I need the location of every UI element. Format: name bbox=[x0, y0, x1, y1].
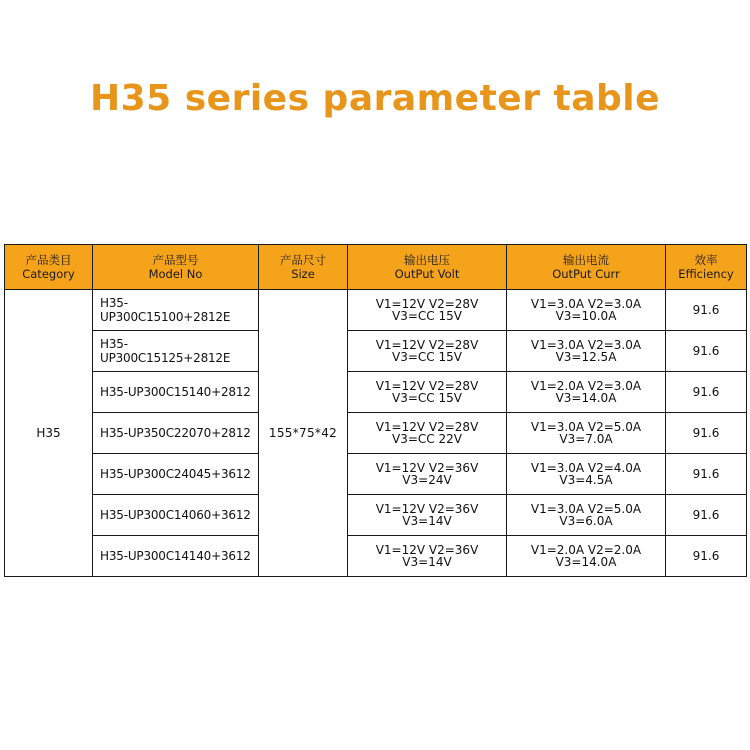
header-volt-cn: 输出电压 bbox=[404, 253, 450, 267]
model-cell: H35-UP300C15125+2812E bbox=[93, 331, 259, 372]
efficiency-cell: 91.6 bbox=[666, 331, 747, 372]
table-row bbox=[5, 372, 747, 413]
curr-cell bbox=[507, 331, 666, 372]
parameter-table bbox=[4, 244, 747, 577]
volt-line-1: V1=12V V2=36V bbox=[375, 502, 479, 516]
efficiency-cell: 91.6 bbox=[666, 495, 747, 536]
volt-cell bbox=[348, 413, 507, 454]
curr-line-2: V3=14.0A bbox=[555, 555, 617, 569]
volt-cell bbox=[348, 495, 507, 536]
table-row bbox=[5, 413, 747, 454]
header-model bbox=[93, 245, 259, 290]
header-volt-en: OutPut Volt bbox=[394, 267, 460, 281]
volt-cell bbox=[348, 454, 507, 495]
curr-line-2: V3=14.0A bbox=[555, 391, 617, 405]
table-body bbox=[5, 290, 747, 577]
header-model-en: Model No bbox=[148, 267, 203, 281]
volt-line-2: V3=CC 15V bbox=[392, 350, 462, 364]
volt-line-1: V1=12V V2=28V bbox=[375, 379, 479, 393]
table-row bbox=[5, 536, 747, 577]
efficiency-cell: 91.6 bbox=[666, 454, 747, 495]
header-output-volt bbox=[348, 245, 507, 290]
volt-line-2: V3=CC 15V bbox=[392, 309, 462, 323]
header-curr-cn: 输出电流 bbox=[563, 253, 609, 267]
volt-line-1: V1=12V V2=28V bbox=[375, 338, 479, 352]
curr-line-1: V1=3.0A V2=3.0A bbox=[530, 297, 642, 311]
curr-line-2: V3=12.5A bbox=[555, 350, 617, 364]
efficiency-cell: 91.6 bbox=[666, 372, 747, 413]
category-cell: H35 bbox=[5, 290, 93, 577]
curr-line-1: V1=2.0A V2=2.0A bbox=[530, 543, 642, 557]
volt-line-2: V3=CC 22V bbox=[392, 432, 462, 446]
volt-cell bbox=[348, 372, 507, 413]
model-cell: H35-UP350C22070+2812 bbox=[93, 413, 259, 454]
table-row bbox=[5, 290, 747, 331]
volt-line-1: V1=12V V2=28V bbox=[375, 297, 479, 311]
header-size-cn: 产品尺寸 bbox=[280, 253, 326, 267]
header-model-cn: 产品型号 bbox=[152, 253, 199, 267]
header-category bbox=[5, 245, 93, 290]
header-category-en: Category bbox=[22, 267, 75, 281]
header-eff-en: Efficiency bbox=[678, 267, 734, 281]
curr-cell bbox=[507, 372, 666, 413]
volt-cell bbox=[348, 290, 507, 331]
table-header bbox=[5, 245, 747, 290]
volt-cell bbox=[348, 331, 507, 372]
header-category-cn: 产品类目 bbox=[25, 253, 72, 267]
volt-line-2: V3=14V bbox=[402, 555, 452, 569]
curr-cell bbox=[507, 454, 666, 495]
header-efficiency bbox=[666, 245, 747, 290]
volt-line-2: V3=CC 15V bbox=[392, 391, 462, 405]
size-cell: 155*75*42 bbox=[259, 290, 348, 577]
volt-line-2: V3=24V bbox=[402, 473, 452, 487]
model-cell: H35-UP300C14140+3612 bbox=[93, 536, 259, 577]
efficiency-cell: 91.6 bbox=[666, 413, 747, 454]
header-size-en: Size bbox=[291, 267, 315, 281]
efficiency-cell: 91.6 bbox=[666, 290, 747, 331]
header-curr-en: OutPut Curr bbox=[552, 267, 620, 281]
page-title: H35 series parameter table bbox=[89, 78, 661, 119]
header-row bbox=[5, 245, 747, 290]
curr-line-1: V1=3.0A V2=4.0A bbox=[530, 461, 642, 475]
volt-line-1: V1=12V V2=28V bbox=[375, 420, 479, 434]
volt-line-1: V1=12V V2=36V bbox=[375, 543, 479, 557]
curr-line-1: V1=2.0A V2=3.0A bbox=[530, 379, 642, 393]
header-size bbox=[259, 245, 348, 290]
volt-line-2: V3=14V bbox=[402, 514, 452, 528]
curr-line-1: V1=3.0A V2=5.0A bbox=[530, 420, 642, 434]
header-output-curr bbox=[507, 245, 666, 290]
curr-line-1: V1=3.0A V2=5.0A bbox=[530, 502, 642, 516]
curr-cell bbox=[507, 290, 666, 331]
curr-line-2: V3=6.0A bbox=[559, 514, 613, 528]
curr-cell bbox=[507, 536, 666, 577]
model-cell: H35-UP300C15140+2812 bbox=[93, 372, 259, 413]
volt-cell bbox=[348, 536, 507, 577]
model-cell: H35-UP300C24045+3612 bbox=[93, 454, 259, 495]
efficiency-cell: 91.6 bbox=[666, 536, 747, 577]
table-row bbox=[5, 454, 747, 495]
curr-line-2: V3=4.5A bbox=[559, 473, 613, 487]
curr-cell bbox=[507, 495, 666, 536]
model-cell: H35-UP300C14060+3612 bbox=[93, 495, 259, 536]
volt-line-1: V1=12V V2=36V bbox=[375, 461, 479, 475]
table-row bbox=[5, 495, 747, 536]
curr-line-2: V3=7.0A bbox=[559, 432, 613, 446]
header-eff-cn: 效率 bbox=[694, 253, 718, 267]
curr-line-2: V3=10.0A bbox=[555, 309, 617, 323]
curr-cell bbox=[507, 413, 666, 454]
model-cell: H35-UP300C15100+2812E bbox=[93, 290, 259, 331]
curr-line-1: V1=3.0A V2=3.0A bbox=[530, 338, 642, 352]
table-row bbox=[5, 331, 747, 372]
